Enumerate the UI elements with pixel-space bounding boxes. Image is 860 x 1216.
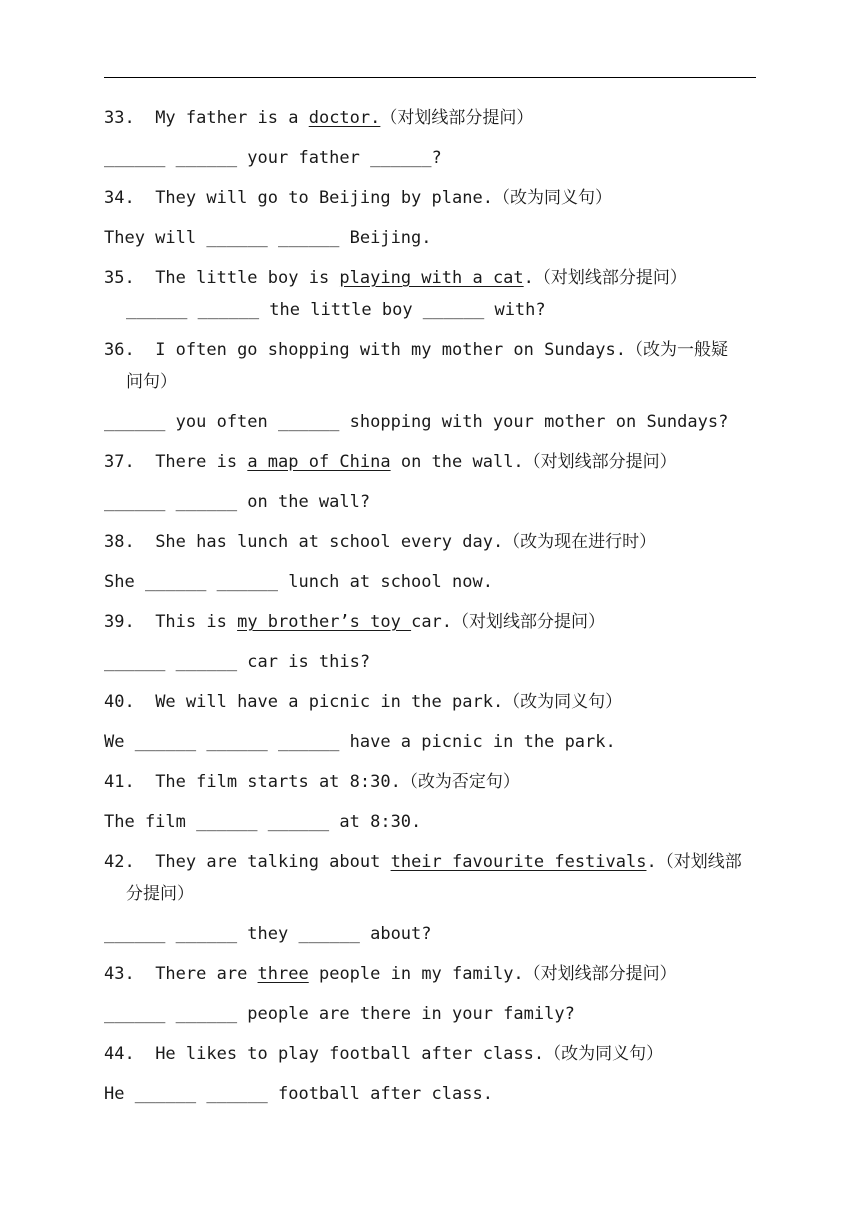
- question-number: 33.: [104, 108, 135, 128]
- answer-37: ______ ______ on the wall?: [104, 492, 371, 512]
- question-number: 42.: [104, 852, 135, 872]
- answer-33: ______ ______ your father ______?: [104, 148, 442, 168]
- question-number: 35.: [104, 268, 135, 288]
- question-41: 41. The film starts at 8:30.（改为否定句）: [104, 772, 520, 792]
- question-number: 40.: [104, 692, 135, 712]
- underlined-part: three: [257, 964, 309, 984]
- answer-38: She ______ ______ lunch at school now.: [104, 572, 493, 592]
- question-40: 40. We will have a picnic in the park.（改为同义句）: [104, 692, 623, 712]
- question-36: 36. I often go shopping with my mother on Sundays.（改为一般疑: [104, 340, 728, 360]
- question-number: 39.: [104, 612, 135, 632]
- question-number: 36.: [104, 340, 135, 360]
- question-37: 37. There is a map of China on the wall.（对划线部分提问）: [104, 452, 677, 472]
- question-39: 39. This is my brother’s toy car.（对划线部分提问）: [104, 612, 606, 632]
- answer-35: ______ ______ the little boy ______ with?: [126, 300, 546, 320]
- question-44: 44. He likes to play football after class.（改为同义句）: [104, 1044, 664, 1064]
- question-number: 37.: [104, 452, 135, 472]
- question-34: 34. They will go to Beijing by plane.（改为同义句）: [104, 188, 612, 208]
- question-35: 35. The little boy is playing with a cat.（对划线部分提问）: [104, 268, 687, 288]
- underlined-part: their favourite festivals: [390, 852, 647, 872]
- question-42-continued: 分提问）: [126, 884, 194, 904]
- answer-43: ______ ______ people are there in your family?: [104, 1004, 575, 1024]
- question-38: 38. She has lunch at school every day.（改为现在进行时）: [104, 532, 657, 552]
- underlined-part: playing with a cat: [339, 268, 524, 288]
- answer-44: He ______ ______ football after class.: [104, 1084, 493, 1104]
- underlined-part: a map of China: [247, 452, 391, 472]
- question-42: 42. They are talking about their favourite festivals.（对划线部: [104, 852, 742, 872]
- question-number: 38.: [104, 532, 135, 552]
- question-number: 43.: [104, 964, 135, 984]
- answer-39: ______ ______ car is this?: [104, 652, 371, 672]
- answer-42: ______ ______ they ______ about?: [104, 924, 432, 944]
- question-36-continued: 问句）: [126, 372, 177, 392]
- question-43: 43. There are three people in my family.（对划线部分提问）: [104, 964, 677, 984]
- question-33: 33. My father is a doctor.（对划线部分提问）: [104, 108, 534, 128]
- answer-41: The film ______ ______ at 8:30.: [104, 812, 422, 832]
- question-number: 44.: [104, 1044, 135, 1064]
- underlined-part: my brother’s toy: [237, 612, 412, 632]
- answer-40: We ______ ______ ______ have a picnic in the park.: [104, 732, 616, 752]
- question-number: 34.: [104, 188, 135, 208]
- underlined-part: doctor.: [308, 108, 381, 128]
- answer-36: ______ you often ______ shopping with your mother on Sundays?: [104, 412, 729, 432]
- header-rule: [104, 77, 756, 78]
- question-number: 41.: [104, 772, 135, 792]
- answer-34: They will ______ ______ Beijing.: [104, 228, 432, 248]
